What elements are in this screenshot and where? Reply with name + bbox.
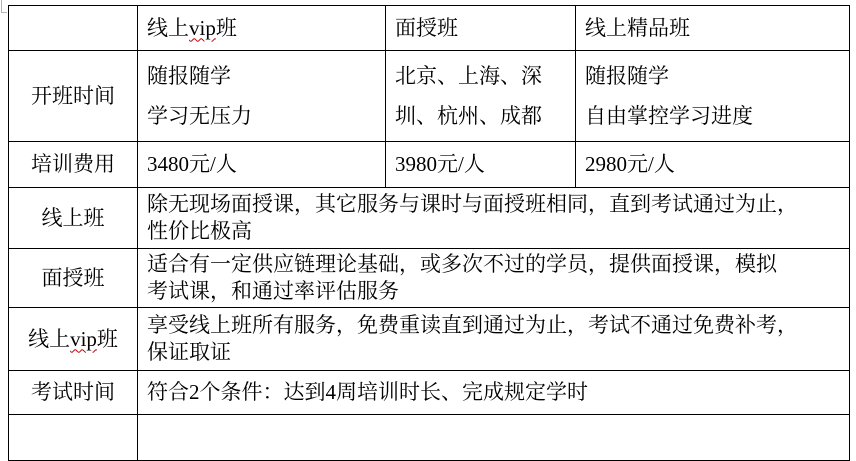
schedule-onsite-cell [386, 51, 576, 142]
online-vip-desc-line1: 享受线上班所有服务，免费重读直到通过为止，考试不通过免费补考， [147, 313, 798, 337]
online-class-desc-cell [138, 188, 850, 249]
header-onsite-class: 面授班 [386, 6, 576, 51]
schedule-onsite-line2: 圳、杭州、成都 [395, 103, 542, 128]
exam-time-row-label: 考试时间 [9, 371, 138, 415]
exam-time-desc-cell [138, 371, 850, 415]
schedule-onsite-line1: 北京、上海、深 [395, 63, 542, 88]
header-online-vip-class [138, 6, 386, 51]
online-class-desc-line2: 性价比极高 [147, 219, 252, 243]
onsite-class-row-label: 面授班 [9, 249, 138, 308]
schedule-vip-cell [138, 51, 386, 142]
online-vip-desc-cell [138, 308, 850, 371]
fee-vip-cell: 3480元/人 [138, 142, 386, 188]
online-vip-class-row [9, 308, 850, 371]
exam-time-desc-line1: 符合2个条件：达到4周培训时长、完成规定学时 [147, 380, 588, 404]
header-online-premium-class: 线上精品班 [576, 6, 850, 51]
onsite-class-desc-cell [138, 249, 850, 308]
online-vip-label-prefix: 线上 [28, 326, 71, 351]
header-online-vip-prefix: 线上 [147, 15, 189, 40]
onsite-class-desc-line2: 考试课，和通过率评估服务 [147, 279, 399, 303]
fee-row-label: 培训费用 [9, 142, 138, 188]
online-class-desc-line1: 除无现场面授课，其它服务与课时与面授班相同，直到考试通过为止， [147, 192, 798, 216]
onsite-class-row [9, 249, 850, 308]
schedule-row-label: 开班时间 [9, 51, 138, 142]
fee-onsite-cell: 3980元/人 [386, 142, 576, 188]
exam-time-row [9, 371, 850, 415]
header-online-vip-latin: vip [189, 15, 216, 40]
schedule-premium-line1: 随报随学 [585, 63, 669, 88]
onsite-class-desc-line1: 适合有一定供应链理论基础，或多次不过的学员，提供面授课，模拟 [147, 252, 777, 276]
clipped-row-content-cell [138, 415, 850, 461]
online-vip-desc-line2: 保证取证 [147, 340, 231, 364]
corner-artifact [1, 0, 7, 13]
header-online-vip-suffix: 班 [215, 15, 237, 40]
online-vip-label-suffix: 班 [96, 326, 118, 351]
online-vip-class-row-label [9, 308, 138, 371]
schedule-premium-cell [576, 51, 850, 142]
class-comparison-table [8, 5, 850, 461]
clipped-partial-row [9, 415, 850, 461]
header-row [9, 6, 850, 51]
clipped-row-label-cell [9, 415, 138, 461]
header-empty-cell [9, 6, 138, 51]
fee-premium-cell: 2980元/人 [576, 142, 850, 188]
schedule-vip-line2: 学习无压力 [147, 103, 252, 128]
online-vip-label-latin: vip [70, 326, 97, 351]
schedule-row [9, 51, 850, 142]
online-class-row [9, 188, 850, 249]
online-class-row-label: 线上班 [9, 188, 138, 249]
fee-row [9, 142, 850, 188]
schedule-premium-line2: 自由掌控学习进度 [585, 103, 753, 128]
schedule-vip-line1: 随报随学 [147, 63, 231, 88]
